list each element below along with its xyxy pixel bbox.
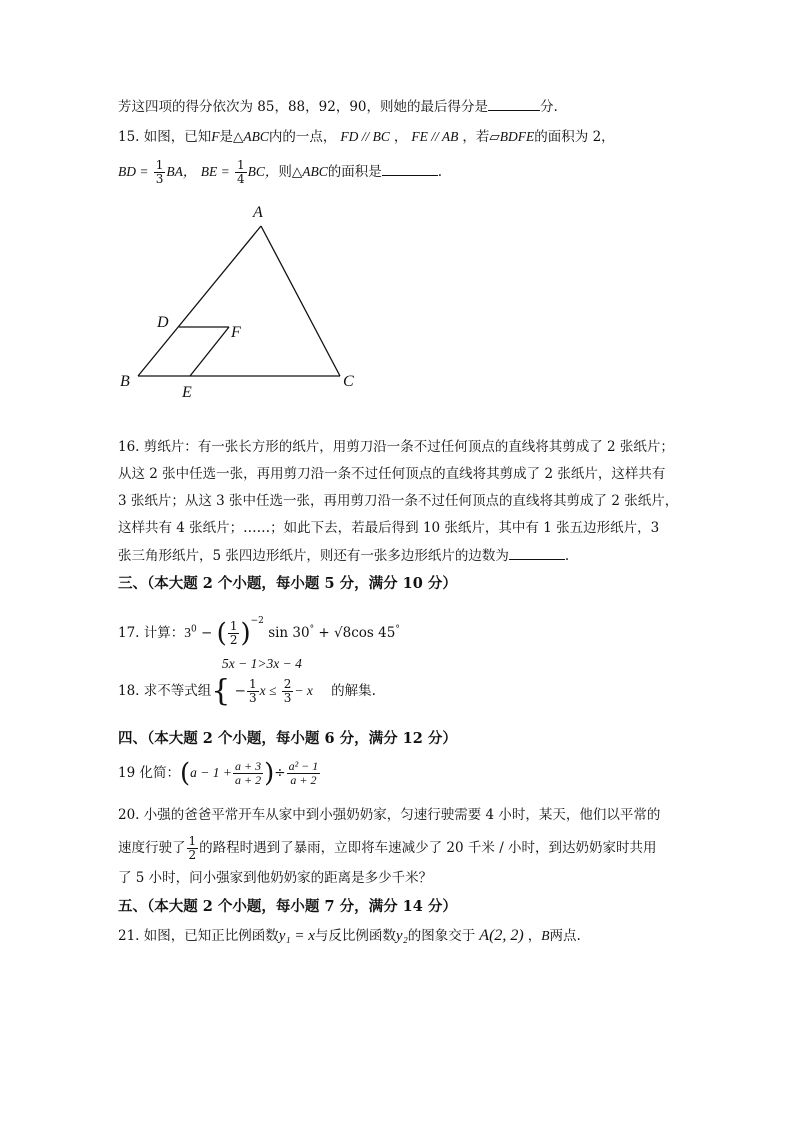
frac-num: 1: [188, 834, 197, 848]
q18-minus: −: [234, 683, 246, 699]
q19-divide: ÷: [274, 765, 286, 781]
q21-line: 21. 如图，已知正比例函数y₁ = x与反比例函数y₂的图象交于 A(2, 2) ，B两点.: [118, 927, 581, 944]
q17-label: 17. 计算：: [118, 625, 185, 641]
q16-line-1: 16. 剪纸片：有一张长方形的纸片，用剪刀沿一条不过任何顶点的直线将其剪成了 2 张纸片；: [118, 439, 674, 455]
q15-fd-parallel-bc: FD // BC: [340, 129, 390, 144]
fraction-one-half: [228, 620, 240, 647]
answer-blank: [382, 161, 438, 176]
q18-tail: 的解集.: [331, 683, 376, 699]
frac-num: 1: [248, 677, 257, 691]
q14-line: [118, 96, 558, 117]
left-paren: (: [179, 758, 191, 789]
q15-text: 内的一点，: [268, 129, 337, 145]
side-ac: [261, 226, 340, 376]
q17-line: [118, 604, 400, 651]
q21-point-a: A(2, 2): [479, 927, 524, 944]
q21-y1: y₁ = x: [278, 928, 315, 944]
frac-den: 3: [155, 172, 164, 186]
right-paren: ): [240, 618, 251, 649]
fraction-a3-a2: [233, 760, 263, 787]
frac-num: 2: [283, 677, 292, 691]
side-ab: [138, 226, 261, 376]
q19-term: a − 1 +: [190, 765, 232, 780]
frac-den: 2: [229, 633, 238, 647]
q16-line-2: 从这 2 张中任选一张，再用剪刀沿一条不过任何顶点的直线将其剪成了 2 张纸片，这样共有: [118, 466, 666, 482]
q14-text: 芳这四项的得分依次为 85，88，92，90，则她的最后得分是: [118, 99, 489, 115]
q16-line-5: [118, 545, 569, 566]
fraction-one-half: [187, 835, 199, 862]
q15-text: 的面积为 2，: [534, 129, 615, 145]
q15-line-1: 15. 如图，已知F是△ABC内的一点， FD // BC ， FE // AB ，若▱BDFE的面积为 2，: [118, 129, 615, 145]
section-5-heading: 五、（本大题 2 个小题，每小题 7 分，满分 14 分）: [118, 898, 457, 915]
q16-line-4: 这样共有 4 张纸片；……；如此下去，若最后得到 10 张纸片，其中有 1 张五边形纸片，3: [118, 520, 660, 536]
fraction-one-quarter: [235, 159, 247, 186]
label-b: B: [120, 373, 130, 390]
q16-end: .: [564, 548, 570, 564]
q16-text: 张三角形纸片，5 张四边形纸片，则还有一张多边形纸片的边数为: [118, 548, 509, 564]
label-a: A: [253, 204, 263, 221]
frac-num: a + 3: [235, 759, 262, 773]
q21-text: 与反比例函数: [314, 928, 396, 944]
q21-text: 的图象交于: [407, 928, 476, 944]
q17-degree: °: [395, 624, 400, 635]
fraction-a2m1-a2: [287, 760, 321, 787]
q15-end: .: [437, 164, 443, 180]
triangle-figure: [110, 200, 370, 405]
frac-num: 1: [237, 158, 245, 172]
q20-line-1: 20. 小强的爸爸平常开车从家中到小强奶奶家，匀速行驶需要 4 小时，某天，他们以平常的: [118, 807, 661, 823]
fraction-one-third: [247, 678, 259, 705]
q19-label: 19 化简：: [118, 765, 180, 781]
q17-plus: +: [318, 625, 330, 641]
q20-text: 的路程时遇到了暴雨，立即将车速减少了 20 千米 / 小时，到达奶奶家时共用: [199, 840, 657, 856]
q15-triangle-abc: △ABC: [291, 164, 328, 179]
frac-den: 4: [237, 172, 245, 186]
q15-line-2: [118, 158, 442, 186]
q17-exponent: −2: [250, 616, 264, 626]
q15-be: BE =: [200, 164, 230, 179]
frac-num: 1: [155, 158, 164, 172]
q17-cos: cos 45: [351, 625, 396, 641]
section-3-heading: 三、（本大题 2 个小题，每小题 5 分，满分 10 分）: [118, 575, 457, 592]
right-paren: ): [264, 758, 275, 789]
q18-x-leq: x ≤: [259, 683, 277, 698]
fraction-two-thirds: [282, 678, 294, 705]
q18-line: [118, 673, 376, 709]
q17-minus: −: [201, 625, 213, 641]
section-4-heading: 四、（本大题 2 个小题，每小题 6 分，满分 12 分）: [118, 730, 457, 747]
q18-label: 18. 求不等式组: [118, 683, 212, 699]
q17-sqrt: √8: [334, 625, 352, 641]
frac-den: 2: [188, 848, 197, 862]
q15-text: 则: [278, 164, 292, 180]
q15-bc: BC，: [247, 164, 279, 179]
frac-num: 1: [229, 619, 238, 633]
fraction-one-third: [154, 159, 166, 186]
answer-blank: [488, 96, 540, 111]
q20-line-2: [118, 834, 657, 862]
q21-text: 两点.: [549, 928, 581, 944]
q17-exponent: 0: [191, 624, 197, 635]
q18-minus-x: − x: [294, 683, 313, 698]
label-e: E: [182, 384, 192, 401]
q15-fe-parallel-ab: FE // AB: [411, 129, 459, 144]
label-f: F: [231, 324, 241, 341]
q15-ba: BA，: [166, 164, 197, 179]
frac-den: a + 2: [235, 773, 262, 787]
frac-num: a² − 1: [288, 759, 319, 773]
q17-degree: °: [309, 624, 315, 635]
q15-prefix: 15. 如图，已知: [118, 129, 212, 145]
left-paren: (: [216, 618, 227, 649]
q15-text: 的面积是: [327, 164, 382, 180]
answer-blank: [509, 545, 565, 560]
q17-base: 3: [184, 625, 192, 640]
q17-sin: sin 30: [268, 625, 310, 641]
q21-y2: y₂: [395, 928, 408, 944]
q19-line: [118, 756, 321, 791]
q15-text: ，若: [462, 129, 490, 145]
segment-fe: [190, 327, 229, 376]
q20-line-3: 了 5 小时，问小强家到他奶奶家的距离是多少千米？: [118, 870, 433, 886]
q14-end: 分.: [540, 99, 558, 115]
q15-text: 是: [219, 129, 234, 145]
q15-bd: BD =: [118, 164, 149, 179]
q16-line-3: 3 张纸片；从这 3 张中任选一张，再用剪刀沿一条不过任何顶点的直线将其剪成了 2 张纸片，: [118, 493, 679, 509]
label-d: D: [157, 314, 169, 331]
q15-point-f: F: [211, 129, 220, 144]
q20-text: 速度行驶了: [118, 840, 186, 856]
q15-parallelogram: ▱BDFE: [489, 129, 535, 144]
q15-triangle-abc: △ABC: [233, 129, 269, 144]
label-c: C: [343, 373, 354, 390]
q21-point-b: B: [541, 928, 550, 943]
frac-den: 3: [248, 691, 257, 705]
frac-den: a + 2: [290, 773, 317, 787]
frac-den: 3: [283, 691, 292, 705]
q18-inequality-1: 5x − 1>3x − 4: [222, 656, 302, 671]
left-brace: {: [211, 673, 231, 709]
q21-text: 21. 如图，已知正比例函数: [118, 928, 279, 944]
